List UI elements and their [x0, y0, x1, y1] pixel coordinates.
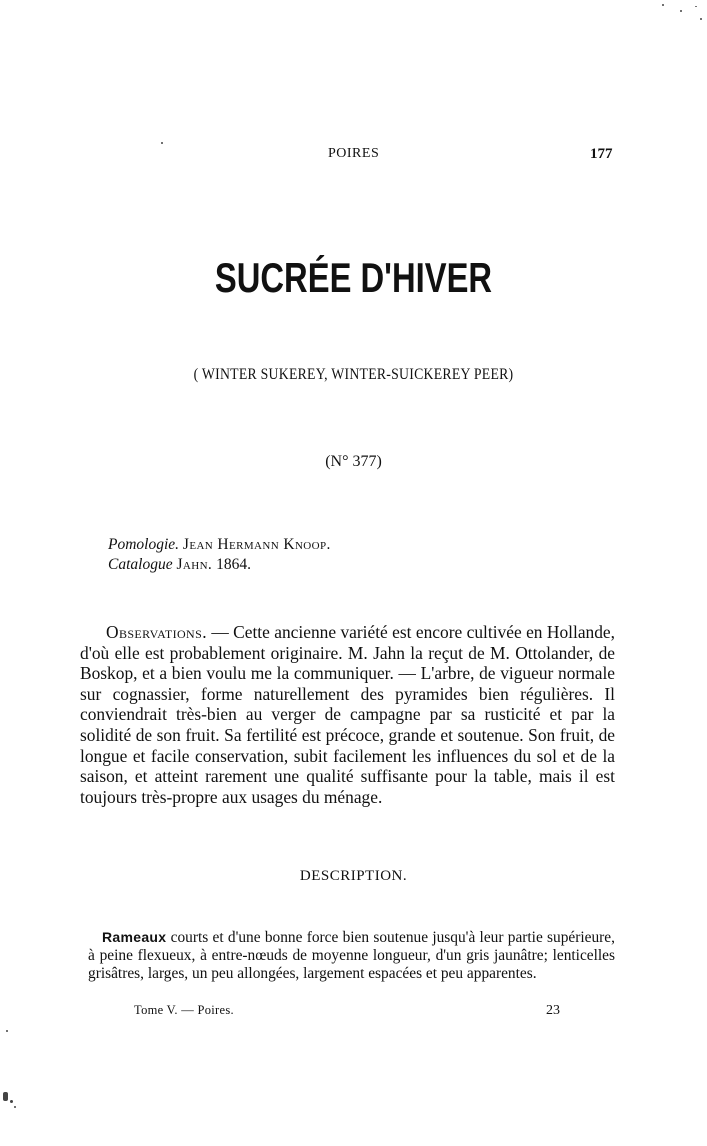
reference-year: 1864.: [216, 556, 251, 573]
rameaux-paragraph: [88, 928, 615, 983]
scan-speck: [695, 6, 697, 7]
scan-speck: [14, 1106, 16, 1108]
scan-speck: [10, 1100, 13, 1103]
reference-author: Jahn.: [176, 556, 213, 573]
rameaux-text: courts et d'une bonne force bien soutenue jusqu'à leur partie supérieure, à peine flexueux, à entre-nœuds de moyenne longueur, d'un gris jaunâtre; lenticelles grisâtres, larges, un peu allongées, largement espacées et peu apparentes.: [88, 929, 615, 982]
observations-text: — Cette ancienne variété est encore cultivée en Hollande, d'où elle est probablement originaire. M. Jahn la reçut de M. Ottolander, de Boskop, et a bien voulu me la communiquer. — L'arbre, de vigueur normale sur cognassier, forme naturellement des pyramides bien régulières. Il conviendrait très-bien au verger de campagne par sa rusticité et par la solidité de son fruit. Sa fertilité est précoce, grande et soutenue. Son fruit, de longue et facile conservation, subit facilement les influences du sol et de la saison, et atteint rarement une qualité suffisante pour la table, mais il est toujours très-propre aux usages du ménage.: [80, 622, 615, 807]
scan-speck: [680, 10, 682, 12]
observations-lead: Observations.: [106, 622, 207, 642]
description-heading: DESCRIPTION.: [299, 868, 408, 884]
page-number: 177: [590, 146, 613, 162]
variety-title: SUCRÉE D'HIVER: [214, 254, 493, 301]
running-title: POIRES: [328, 146, 380, 161]
scan-speck: [700, 18, 702, 20]
catalog-number: (N° 377): [325, 453, 382, 470]
scan-speck: [3, 1092, 8, 1101]
reference-line: [108, 536, 331, 554]
reference-work: Pomologie.: [108, 536, 180, 553]
signature-mark: 23: [546, 1003, 560, 1018]
variety-synonyms: ( WINTER SUKEREY, WINTER-SUICKEREY PEER): [193, 366, 514, 383]
reference-line: [108, 556, 251, 574]
scan-speck: [6, 1030, 8, 1032]
reference-work: Catalogue: [108, 556, 173, 573]
reference-author: Jean Hermann Knoop.: [182, 536, 331, 553]
volume-footer: Tome V. — Poires.: [134, 1003, 234, 1017]
observations-paragraph: [80, 622, 615, 807]
scan-speck: [161, 142, 163, 144]
rameaux-keyword: Rameaux: [102, 929, 167, 945]
scan-speck: [662, 4, 664, 6]
